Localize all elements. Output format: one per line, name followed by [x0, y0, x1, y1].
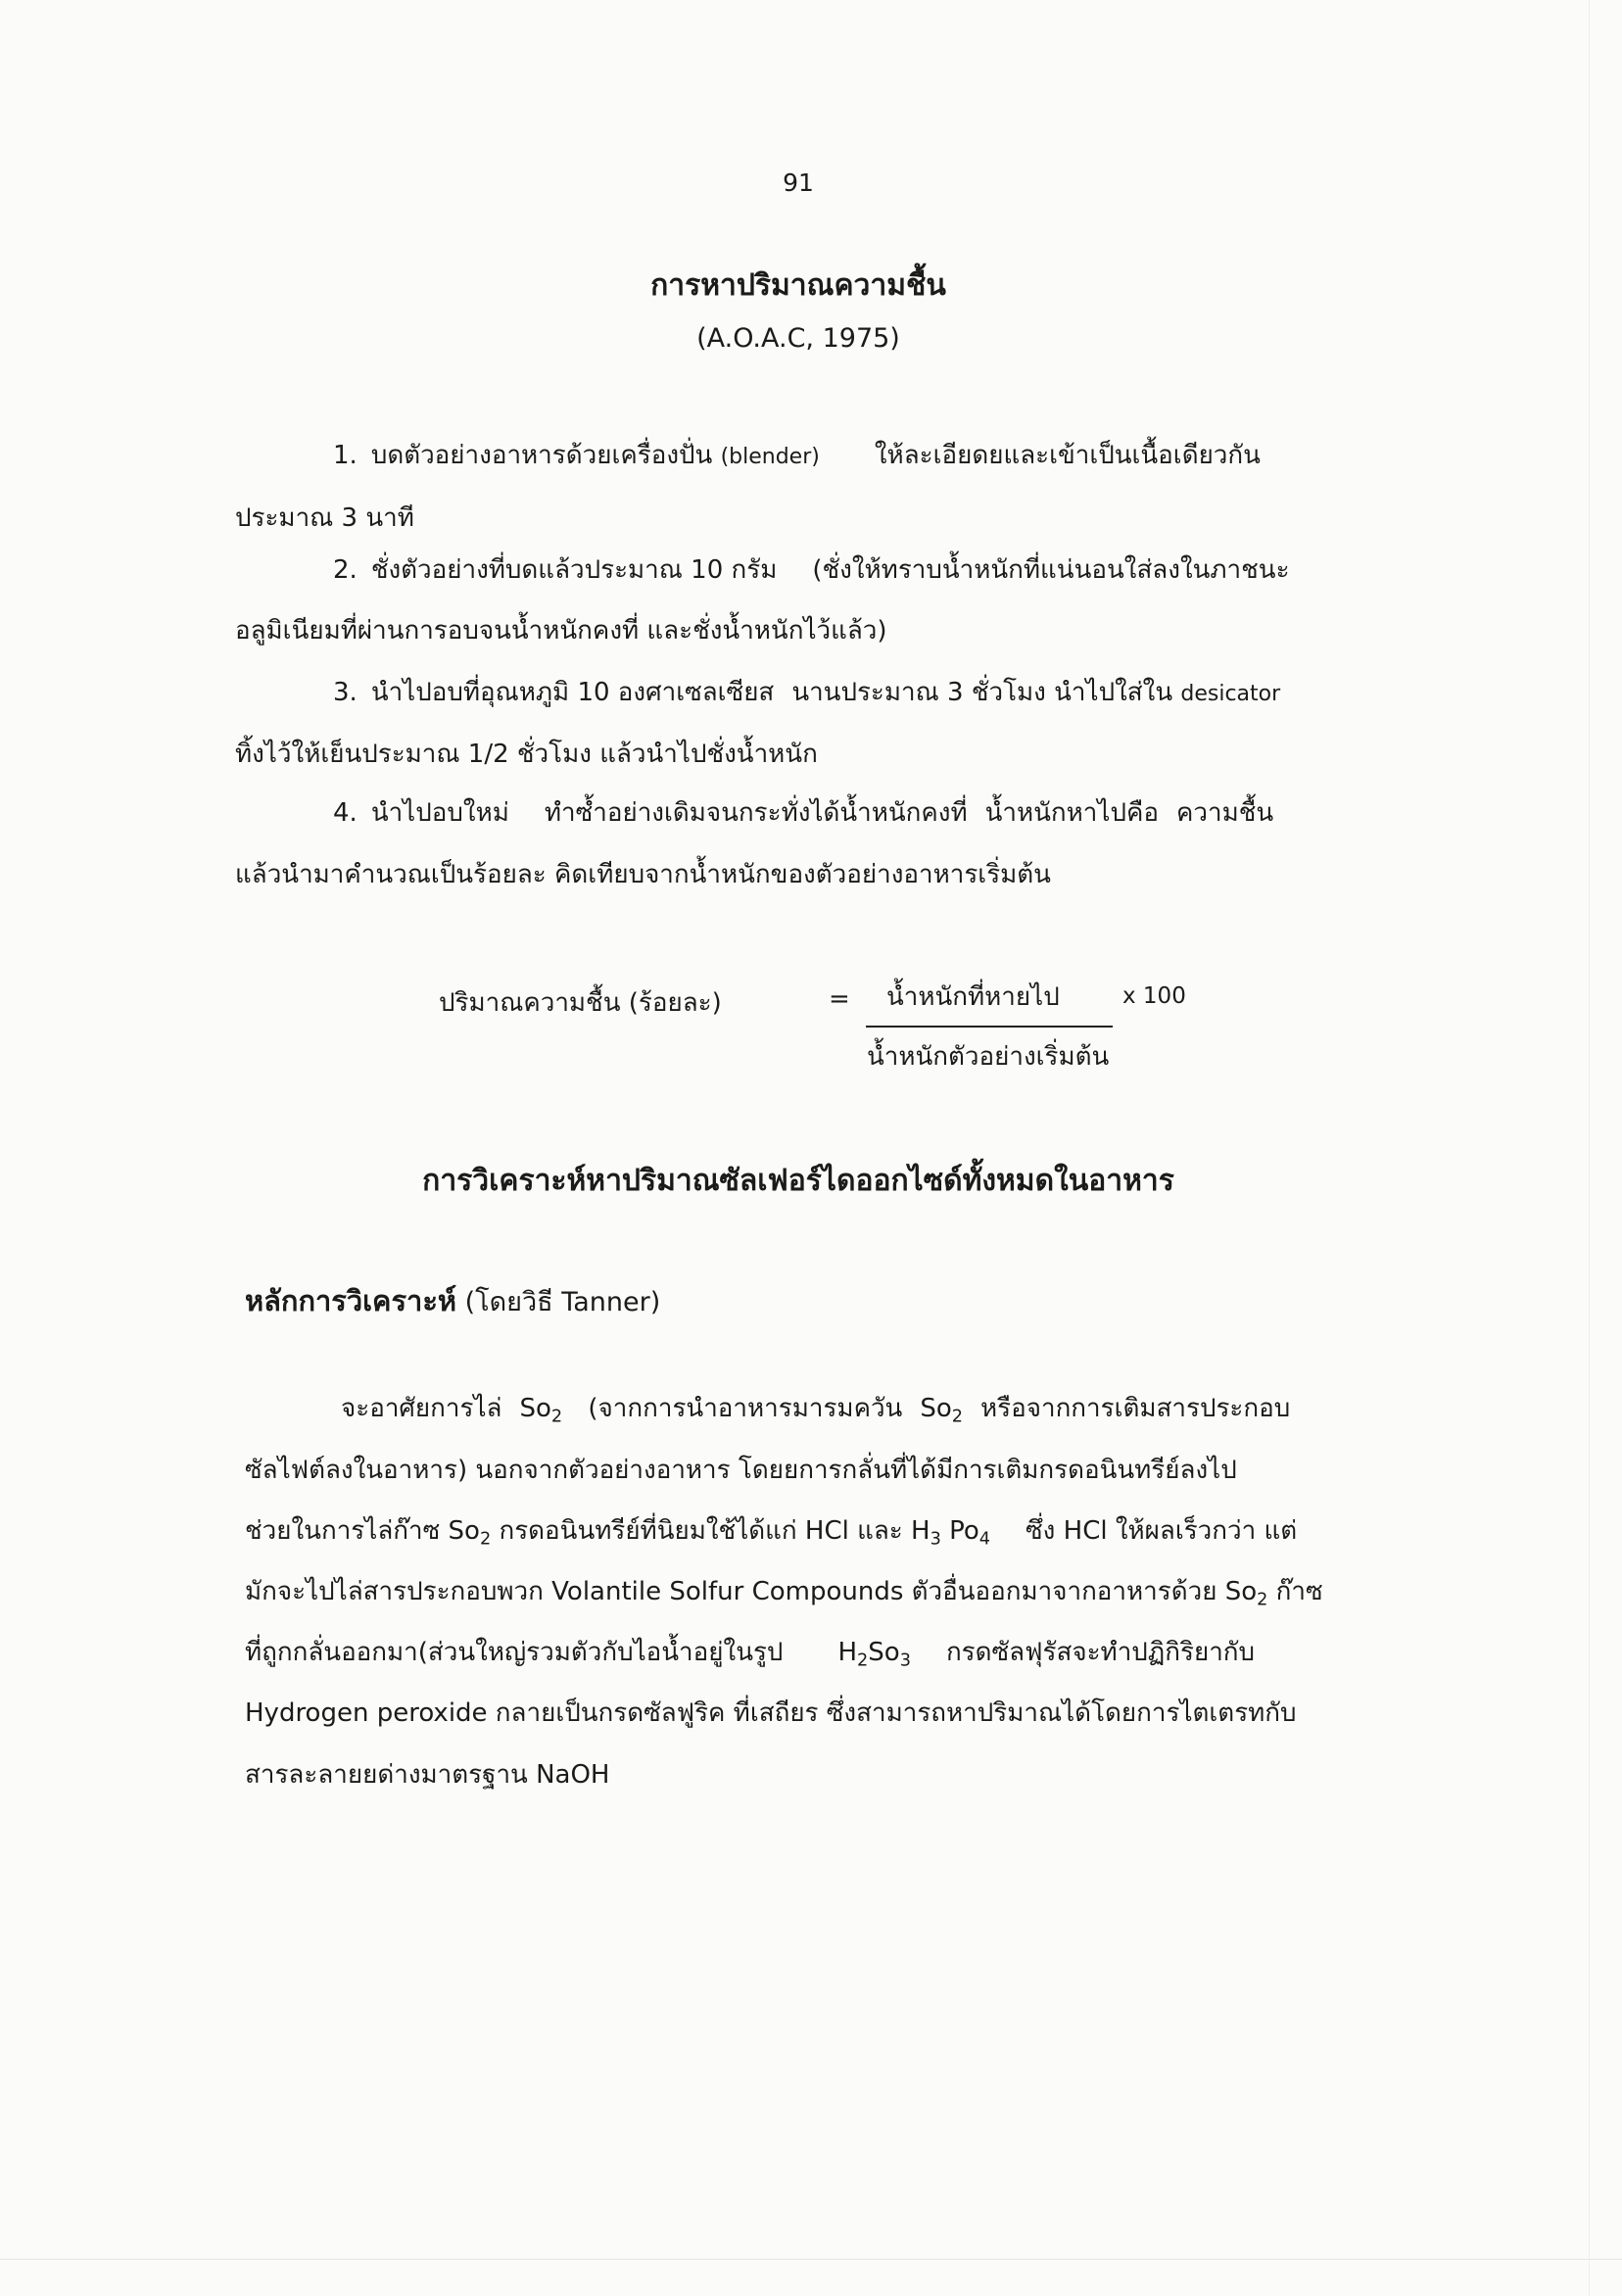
text-span: ที่ถูกกลั่นออกมา(ส่วนใหญ่รวมตัวกับไอน้ำอยู่ในรูป [245, 1638, 784, 1667]
paragraph-line-6: Hydrogen peroxide กลายเป็นกรดซัลฟูริค ที่เสถียร ซึ่งสามารถหาปริมาณได้โดยการไตเตรทกับ [245, 1698, 1297, 1728]
step-2-continued: อลูมิเนียมที่ผ่านการอบจนน้ำหนักคงที่ และชั่งน้ำหนักไว้แล้ว) [235, 616, 887, 646]
subscript: 2 [479, 1529, 492, 1550]
subscript: 4 [978, 1529, 991, 1550]
scan-edge-line [1589, 0, 1590, 2296]
step-text-en: (blender) [720, 445, 820, 469]
step-text: บดตัวอย่างอาหารด้วยเครื่องปั่น [370, 441, 713, 470]
step-1-continued: ประมาณ 3 นาที [235, 503, 414, 533]
text-span: มักจะไปไล่สารประกอบพวก Volantile Solfur Compounds ตัวอื่นออกมาจากอาหารด้วย [245, 1577, 1217, 1606]
paragraph-line-4 [245, 1577, 1323, 1610]
step-text: นำไปอบใหม่ [370, 798, 509, 828]
step-text: นำไปอบที่อุณหภูมิ 10 องศาเซลเซียส [370, 678, 775, 707]
subscript: 2 [857, 1650, 869, 1671]
subscript: 3 [930, 1529, 941, 1550]
paragraph-line-2: ซัลไฟต์ลงในอาหาร) นอกจากตัวอย่างอาหาร โดยยการกลั่นที่ได้มีการเติมกรดอนินทรีย์ลงไป [245, 1456, 1237, 1485]
step-text: น้ำหนักหาไปคือ [984, 798, 1159, 828]
h3po4-formula [911, 1516, 991, 1550]
paragraph-line-1 [341, 1394, 1291, 1427]
text-span: กรดซัลฟุรัสจะทำปฏิกิริยากับ [945, 1638, 1256, 1667]
text-span: ช่วยในการไล่ก๊าซ [245, 1516, 441, 1546]
text-span: ก๊าซ [1275, 1577, 1323, 1606]
fraction-bar [866, 1026, 1113, 1028]
text-span: H [837, 1638, 858, 1667]
section-title-sulfur-dioxide: การวิเคราะห์หาปริมาณซัลเฟอร์ไดออกไซด์ทั้งหมดในอาหาร [422, 1164, 1174, 1198]
formula-denominator: น้ำหนักตัวอย่างเริ่มต้น [867, 1042, 1110, 1072]
text-span: So [519, 1394, 551, 1423]
text-span: จะอาศัยการไล่ [341, 1394, 502, 1423]
scan-edge-line [0, 2259, 1622, 2260]
subscript: 2 [951, 1407, 964, 1427]
page-number: 91 [783, 168, 814, 197]
step-2-line [333, 555, 1290, 586]
step-text: ความชื้น [1176, 798, 1274, 828]
step-text: (ชั่งให้ทราบน้ำหนักที่แน่นอนใส่ลงในภาชนะ [812, 555, 1290, 585]
section-title-moisture: การหาปริมาณความชื้น [650, 268, 946, 303]
paragraph-line-3 [245, 1516, 1298, 1550]
step-3-line [333, 678, 1280, 708]
formula-lhs: ปริมาณความชื้น (ร้อยละ) [439, 988, 722, 1018]
section-subtitle-method: (A.O.A.C, 1975) [696, 323, 900, 354]
text-span: H [911, 1516, 930, 1546]
so2-formula [920, 1394, 964, 1427]
subscript: 2 [1257, 1590, 1268, 1610]
formula-numerator: น้ำหนักที่หายไป [886, 982, 1060, 1012]
so2-formula [448, 1516, 492, 1550]
principle-heading-method: (โดยวิธี Tanner) [464, 1287, 661, 1317]
step-number: 1. [333, 441, 358, 470]
text-span: So [920, 1394, 952, 1423]
text-span: (จากการนำอาหารมารมควัน [588, 1394, 903, 1423]
text-span: So [448, 1516, 480, 1546]
principle-heading-bold: หลักการวิเคราะห์ [245, 1284, 457, 1317]
principle-heading [245, 1278, 660, 1323]
so2-formula [519, 1394, 563, 1427]
paragraph-line-7: สารละลายยด่างมาตรฐาน NaOH [245, 1760, 610, 1790]
step-4-continued: แล้วนำมาคำนวณเป็นร้อยละ คิดเทียบจากน้ำหนักของตัวอย่างอาหารเริ่มต้น [235, 860, 1051, 889]
step-number: 2. [333, 555, 358, 585]
paragraph-line-5 [245, 1638, 1256, 1671]
step-3-continued: ทิ้งไว้ให้เย็นประมาณ 1/2 ชั่วโมง แล้วนำไปชั่งน้ำหนัก [235, 740, 818, 769]
text-span: So [868, 1638, 900, 1667]
subscript: 2 [550, 1407, 563, 1427]
formula-equals: = [829, 984, 850, 1014]
so2-formula [1224, 1577, 1268, 1610]
text-span: Po [949, 1516, 979, 1546]
text-span: ซึ่ง HCl ให้ผลเร็วกว่า แต่ [1026, 1516, 1298, 1546]
formula-multiplier: x 100 [1122, 983, 1186, 1009]
step-text: ให้ละเอียดยและเข้าเป็นเนื้อเดียวกัน [874, 441, 1261, 470]
step-text: นานประมาณ 3 ชั่วโมง นำไปใส่ใน [791, 678, 1173, 707]
text-span: หรือจากการเติมสารประกอบ [980, 1394, 1291, 1423]
step-text: ทำซ้ำอย่างเดิมจนกระทั่งได้น้ำหนักคงที่ [544, 798, 968, 828]
step-text-en: desicator [1180, 682, 1281, 706]
text-span: So [1224, 1577, 1258, 1606]
h2so3-formula [837, 1638, 911, 1671]
subscript: 3 [899, 1650, 911, 1671]
step-number: 4. [333, 798, 358, 828]
step-number: 3. [333, 678, 358, 707]
step-4-line [333, 798, 1273, 829]
step-1-line [333, 441, 1261, 471]
step-text: ชั่งตัวอย่างที่บดแล้วประมาณ 10 กรัม [370, 555, 778, 585]
text-span: กรดอนินทรีย์ที่นิยมใช้ได้แก่ HCl และ [499, 1516, 903, 1546]
